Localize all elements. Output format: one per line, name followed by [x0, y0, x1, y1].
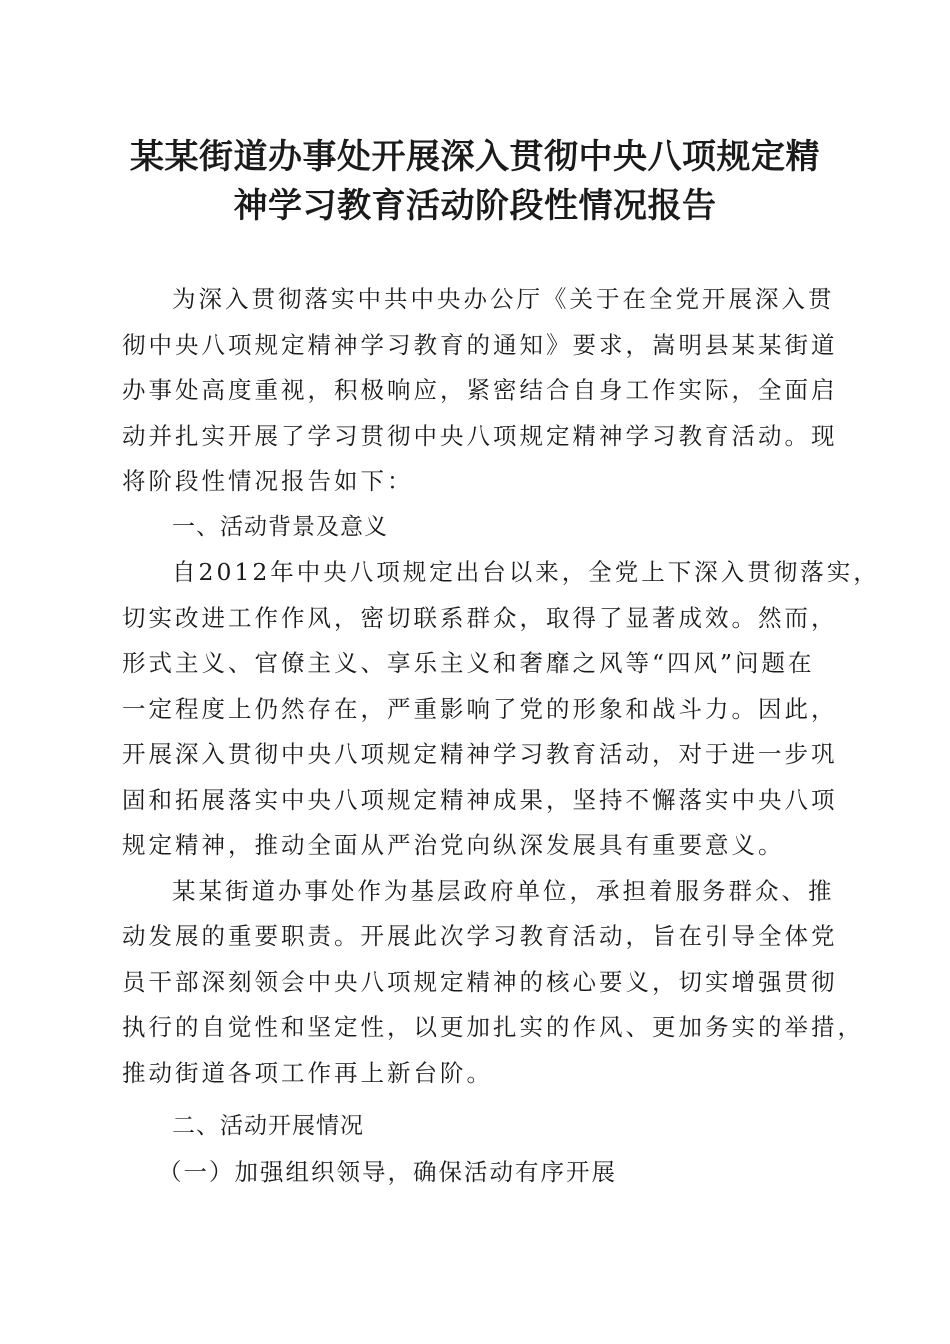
paragraph-line: 动发展的重要职责。开展此次学习教育活动，旨在引导全体党	[122, 922, 838, 950]
paragraph-line: 办事处高度重视，积极响应，紧密结合自身工作实际，全面启	[122, 376, 838, 404]
section1-paragraph-2	[122, 869, 864, 1097]
paragraph-line: 一定程度上仍然存在，严重影响了党的形象和战斗力。因此，	[122, 694, 838, 723]
document-title	[100, 133, 850, 231]
title-line: 某某街道办事处开展深入贯彻中央八项规定精	[130, 137, 820, 177]
section-heading-activities: 二、活动开展情况	[172, 1113, 364, 1139]
subsection-heading: （一）加强组织领导，确保活动有序开展	[158, 1157, 617, 1186]
paragraph-line: 切实改进工作作风，密切联系群众，取得了显著成效。然而，	[122, 603, 838, 632]
document-body	[122, 277, 880, 1195]
paragraph-line: 执行的自觉性和坚定性，以更加扎实的作风、更加务实的举措，	[122, 1013, 864, 1041]
paragraph-line: 为深入贯彻落实中共中央办公厅《关于在全党开展深入贯	[172, 285, 835, 313]
paragraph-line: 彻中央八项规定精神学习教育的通知》要求，嵩明县某某街道	[122, 330, 838, 359]
paragraph-line: 将阶段性情况报告如下：	[122, 467, 414, 495]
paragraph-line: 员干部深刻领会中央八项规定精神的核心要义，切实增强贯彻	[122, 967, 838, 996]
paragraph-line: 固和拓展落实中央八项规定精神成果，坚持不懈落实中央八项	[122, 785, 838, 814]
paragraph-line: 开展深入贯彻中央八项规定精神学习教育活动，对于进一步巩	[122, 740, 838, 768]
intro-paragraph	[122, 277, 838, 505]
paragraph-line: 形式主义、官僚主义、享乐主义和奢靡之风等“四风”问题在	[122, 649, 815, 677]
paragraph-line: 推动街道各项工作再上新台阶。	[122, 1058, 493, 1087]
section1-paragraph-1	[122, 550, 880, 869]
paragraph-line: 某某街道办事处作为基层政府单位，承担着服务群众、推	[172, 876, 835, 905]
paragraph-line: 动并扎实开展了学习贯彻中央八项规定精神学习教育活动。现	[122, 421, 838, 450]
paragraph-line: 自2012年中央八项规定出台以来，全党上下深入贯彻落实，	[172, 558, 880, 586]
section-heading-background: 一、活动背景及意义	[172, 513, 388, 540]
title-line: 神学习教育活动阶段性情况报告	[233, 186, 717, 226]
paragraph-line: 规定精神，推动全面从严治党向纵深发展具有重要意义。	[122, 831, 785, 859]
